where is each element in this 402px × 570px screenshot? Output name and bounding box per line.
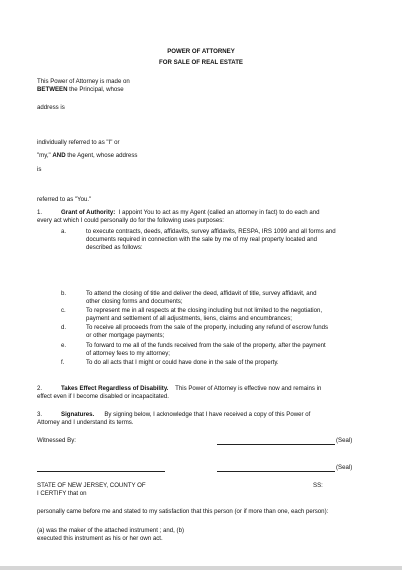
item-a-text-2: documents required in connection with the sale by me of my real property located and: [86, 236, 318, 243]
and-label: AND: [52, 152, 66, 159]
section-2-text-1: This Power of Attorney is effective now and remains in: [175, 385, 322, 392]
section-1-line-1: [61, 209, 320, 217]
section-1-number: 1.: [37, 209, 43, 216]
item-e-text-1: To forward to me all of the funds received from the sale of the property, after the payment: [86, 342, 326, 349]
ss-label: SS:: [313, 482, 323, 489]
between-text: the Principal, whose: [67, 86, 124, 93]
item-a-label: a.: [61, 228, 67, 235]
item-c-label: c.: [61, 307, 66, 314]
item-d-text-1: To receive all proceeds from the sale of the property, including any refund of escrow funds: [86, 324, 329, 331]
document-title: POWER OF ATTORNEY: [167, 48, 235, 55]
my-quote: "my,": [37, 152, 53, 159]
item-c-text-2: payment and settlement of all adjustments, liens, claims and encumbrances;: [86, 315, 292, 322]
signature-line-principal: [217, 444, 335, 445]
between-label: BETWEEN: [37, 86, 68, 93]
section-1-heading: Grant of Authority:: [61, 209, 116, 216]
executed-line: executed this instrument as his or her own act.: [37, 535, 163, 542]
seal-label-2: (Seal): [336, 464, 353, 471]
agent-line: [37, 152, 137, 160]
intro-line: This Power of Attorney is made on: [37, 78, 130, 85]
document-subtitle: FOR SALE OF REAL ESTATE: [159, 59, 243, 66]
section-2-line-1: [61, 385, 321, 393]
referred-you: referred to as "You.": [37, 196, 92, 203]
section-2-text-2: effect even if I become disabled or incapacitated.: [37, 393, 170, 400]
seal-label-1: (Seal): [336, 437, 353, 444]
certify-line: I CERTIFY that on: [37, 490, 87, 497]
item-f-text-1: To do all acts that I might or could have done in the sale of the property.: [86, 359, 279, 366]
page-bottom-edge: [0, 566, 402, 570]
state-county-line: STATE OF NEW JERSEY, COUNTY OF: [37, 482, 146, 489]
section-3-heading: Signatures.: [61, 411, 95, 418]
item-b-label: b.: [61, 290, 67, 297]
witness-signature-line: [37, 471, 165, 472]
section-3-text-1: By signing below, I acknowledge that I have received a copy of this Power of: [104, 411, 311, 418]
section-1-text-1: I appoint You to act as my Agent (called an attorney in fact) to do each and: [118, 209, 320, 216]
item-a-text-3: described as follows:: [86, 244, 143, 251]
signature-line-agent: [217, 471, 335, 472]
item-e-text-2: of attorney fees to my attorney;: [86, 350, 171, 357]
personally-came-line: personally came before me and stated to my satisfaction that this person (or if more than one, each person):: [37, 508, 329, 515]
item-a-text-1: to execute contracts, deeds, affidavits, survey affidavits, RESPA, IRS 1099 and all forms and: [86, 228, 336, 235]
section-2-heading: Takes Effect Regardless of Disability.: [61, 385, 169, 392]
individually-referred: individually referred to as "I" or: [37, 139, 120, 146]
agent-text: the Agent, whose address: [65, 152, 138, 159]
item-d-label: d.: [61, 324, 67, 331]
section-3-text-2: Attorney and I understand its terms.: [37, 419, 134, 426]
maker-line: (a) was the maker of the attached instrument ; and, (b): [37, 527, 184, 534]
item-f-label: f.: [61, 359, 65, 366]
between-line: [37, 86, 124, 94]
address-line: address is: [37, 104, 65, 111]
section-2-number: 2.: [37, 385, 43, 392]
item-b-text-1: To attend the closing of title and deliver the deed, affidavit of title, survey affidavit, and: [86, 290, 317, 297]
item-e-label: e.: [61, 342, 67, 349]
section-3-line-1: [61, 411, 310, 419]
section-3-number: 3.: [37, 411, 43, 418]
section-1-text-2: every act which I could personally do for the following uses purposes:: [37, 217, 224, 224]
item-b-text-2: other closing forms and documents;: [86, 298, 183, 305]
witnessed-by-label: Witnessed By:: [37, 437, 76, 444]
item-d-text-2: or other mortgage payments;: [86, 332, 165, 339]
is-line: is: [37, 166, 42, 173]
item-c-text-1: To represent me in all respects at the closing including but not limited to the negotiation,: [86, 307, 323, 314]
